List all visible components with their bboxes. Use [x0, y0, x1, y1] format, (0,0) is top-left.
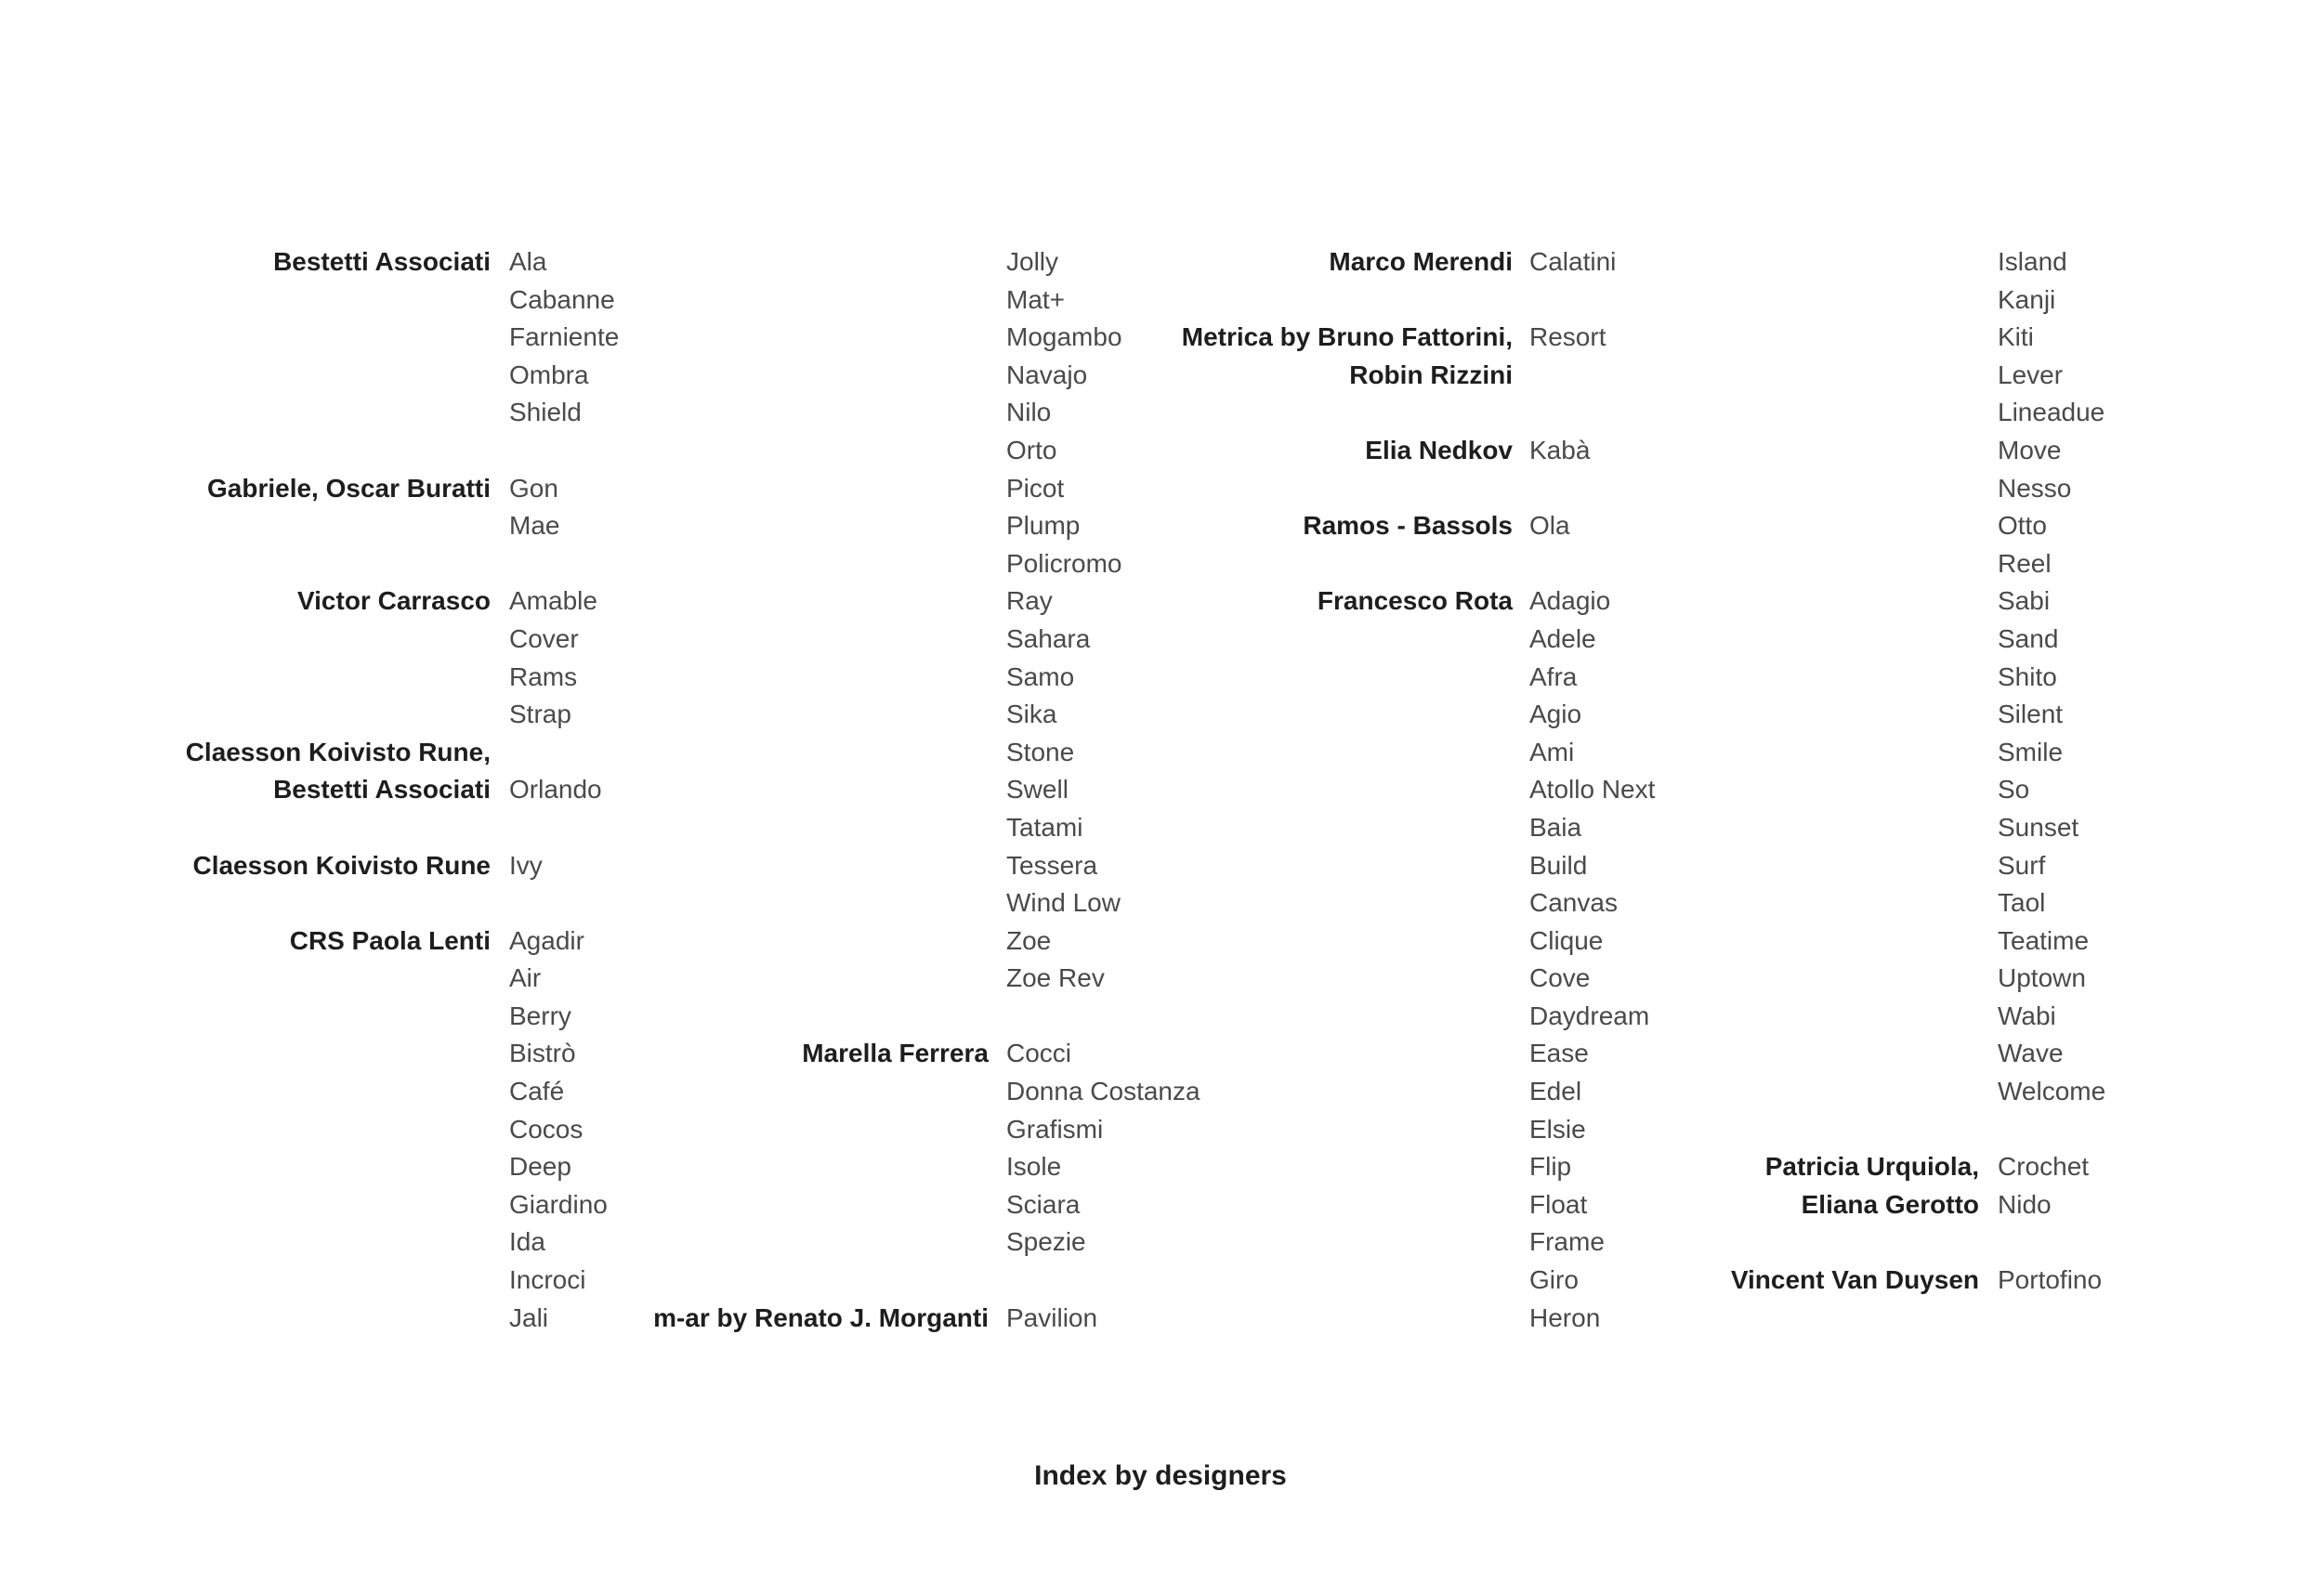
product-name: Move	[1998, 435, 2062, 464]
spacer-line	[595, 357, 989, 395]
product-name: Ami	[1529, 737, 1575, 766]
designer-name: Patricia Urquiola,	[1764, 1152, 1979, 1182]
designer-name: Elia Nedkov	[1365, 435, 1513, 464]
product-name: Reel	[1998, 548, 2052, 578]
product-name: Surf	[1998, 850, 2046, 880]
spacer-line	[595, 432, 989, 470]
designer-name: Eliana Gerotto	[1801, 1189, 1979, 1219]
spacer-line	[74, 998, 491, 1036]
product-name: Mae	[509, 511, 560, 541]
product-name: Teatime	[1998, 925, 2090, 955]
designer-column-3	[1124, 243, 1513, 1337]
product-name: Sunset	[1998, 812, 2079, 842]
designer-name: Bestetti Associati	[273, 247, 491, 276]
spacer-line	[1124, 1186, 1513, 1224]
spacer-line	[1589, 1223, 1979, 1262]
product-name: Orto	[1006, 435, 1057, 464]
spacer-line	[595, 582, 989, 621]
spacer-line	[1589, 734, 1979, 772]
designer-name: Claesson Koivisto Rune,	[185, 737, 491, 766]
product-name: Agadir	[509, 925, 584, 955]
spacer-line	[1589, 809, 1979, 847]
spacer-line	[595, 243, 989, 281]
spacer-line	[74, 809, 491, 847]
product-name: Shito	[1998, 661, 2057, 691]
spacer-line	[1589, 545, 1979, 583]
product-name: Berry	[509, 1001, 571, 1030]
product-name: Elsie	[1529, 1114, 1586, 1144]
product-name: Deep	[509, 1152, 571, 1182]
product-name: Agio	[1529, 700, 1582, 729]
product-name: Kiti	[1998, 322, 2034, 352]
designer-name: Francesco Rota	[1317, 586, 1513, 616]
product-name: Isole	[1006, 1152, 1062, 1182]
product-name: Mat+	[1006, 284, 1066, 314]
spacer-line	[1124, 922, 1513, 961]
product-name: Taol	[1998, 888, 2046, 918]
designer-name: Gabriele, Oscar Buratti	[206, 473, 491, 503]
designer-name: Marco Merendi	[1329, 247, 1513, 276]
designer-name: m-ar by Renato J. Morganti	[653, 1302, 989, 1332]
product-name: Otto	[1998, 511, 2047, 541]
product-name: Sabi	[1998, 586, 2051, 616]
product-name: Silent	[1998, 700, 2064, 729]
spacer-line	[1589, 771, 1979, 809]
spacer-line	[1124, 1262, 1513, 1300]
product-name: Sika	[1006, 700, 1057, 729]
spacer-line	[595, 470, 989, 508]
spacer-line	[1124, 1223, 1513, 1262]
spacer-line	[1589, 847, 1979, 885]
product-name: Gon	[509, 473, 558, 503]
product-name: Plump	[1006, 511, 1081, 541]
spacer-line	[74, 1073, 491, 1111]
spacer-line	[74, 319, 491, 357]
spacer-line	[595, 1073, 989, 1111]
spacer-line	[1124, 281, 1513, 320]
designer-column-4	[1589, 243, 1979, 1300]
designer-name: CRS Paola Lenti	[289, 925, 491, 955]
product-name: Lineadue	[1998, 398, 2105, 427]
product-name: Jolly	[1006, 247, 1059, 276]
product-name: Kabà	[1529, 435, 1591, 464]
product-name: Zoe Rev	[1006, 963, 1105, 993]
product-name: Calatini	[1529, 247, 1617, 276]
product-name: Baia	[1529, 812, 1582, 842]
product-name: Daydream	[1529, 1001, 1650, 1030]
spacer-line	[1124, 470, 1513, 508]
product-name: Island	[1998, 247, 2067, 276]
product-name: Wabi	[1998, 1001, 2056, 1030]
product-name: Uptown	[1998, 963, 2086, 993]
spacer-line	[74, 1186, 491, 1224]
spacer-line	[595, 696, 989, 734]
spacer-line	[1124, 394, 1513, 432]
spacer-line	[1589, 243, 1979, 281]
spacer-line	[595, 659, 989, 697]
spacer-line	[595, 1148, 989, 1186]
spacer-line	[595, 1111, 989, 1149]
spacer-line	[595, 319, 989, 357]
product-name: Clique	[1529, 925, 1604, 955]
product-name: Portofino	[1998, 1265, 2103, 1295]
designer-name: Metrica by Bruno Fattorini,	[1181, 322, 1513, 352]
product-name: Orlando	[509, 775, 602, 805]
spacer-line	[74, 545, 491, 583]
product-name: Farniente	[509, 322, 620, 352]
product-name: Incroci	[509, 1265, 586, 1295]
spacer-line	[595, 847, 989, 885]
spacer-line	[1998, 1111, 2276, 1149]
spacer-line	[1124, 696, 1513, 734]
spacer-line	[595, 1186, 989, 1224]
spacer-line	[595, 884, 989, 922]
product-name: Giardino	[509, 1189, 608, 1219]
spacer-line	[74, 659, 491, 697]
designer-name: Claesson Koivisto Rune	[192, 850, 491, 880]
spacer-line	[1124, 621, 1513, 659]
spacer-line	[595, 734, 989, 772]
product-name: Pavilion	[1006, 1302, 1098, 1332]
spacer-line	[1124, 545, 1513, 583]
product-name: Ida	[509, 1227, 545, 1257]
spacer-line	[1124, 998, 1513, 1036]
spacer-line	[1589, 394, 1979, 432]
product-name: So	[1998, 775, 2030, 805]
product-name: Grafismi	[1006, 1114, 1104, 1144]
product-name: Samo	[1006, 661, 1075, 691]
product-name: Spezie	[1006, 1227, 1086, 1257]
product-name: Float	[1529, 1189, 1588, 1219]
product-name: Cocci	[1006, 1039, 1072, 1068]
spacer-line	[1124, 1111, 1513, 1149]
spacer-line	[595, 1223, 989, 1262]
spacer-line	[1589, 432, 1979, 470]
spacer-line	[1124, 771, 1513, 809]
product-name: Navajo	[1006, 360, 1088, 389]
product-name: Sand	[1998, 623, 2059, 653]
spacer-line	[1124, 1073, 1513, 1111]
product-name: Sciara	[1006, 1189, 1081, 1219]
spacer-line	[74, 884, 491, 922]
product-name: Afra	[1529, 661, 1578, 691]
product-name: Atollo Next	[1529, 775, 1656, 805]
spacer-line	[1124, 1148, 1513, 1186]
spacer-line	[1589, 1111, 1979, 1149]
product-name: Zoe	[1006, 925, 1052, 955]
page-title: Index by designers	[1034, 1460, 1287, 1491]
product-name: Sahara	[1006, 623, 1091, 653]
product-name: Wind Low	[1006, 888, 1121, 918]
product-name: Giro	[1529, 1265, 1579, 1295]
spacer-line	[595, 922, 989, 961]
product-name: Swell	[1006, 775, 1069, 805]
product-name: Edel	[1529, 1077, 1582, 1106]
spacer-line	[74, 696, 491, 734]
product-name: Cover	[509, 623, 579, 653]
product-name: Cove	[1529, 963, 1591, 993]
spacer-line	[1589, 582, 1979, 621]
product-name: Mogambo	[1006, 322, 1122, 352]
designer-name: Vincent Van Duysen	[1730, 1265, 1979, 1295]
product-name: Policromo	[1006, 548, 1122, 578]
spacer-line	[595, 771, 989, 809]
product-name: Shield	[509, 398, 582, 427]
product-name: Cocos	[509, 1114, 584, 1144]
product-name: Strap	[509, 700, 571, 729]
spacer-line	[74, 357, 491, 395]
spacer-line	[74, 1300, 491, 1338]
designer-name: Marella Ferrera	[802, 1039, 989, 1068]
designer-name: Bestetti Associati	[273, 775, 491, 805]
product-name: Crochet	[1998, 1152, 2090, 1182]
product-name: Nilo	[1006, 398, 1052, 427]
spacer-line	[595, 507, 989, 545]
spacer-line	[1589, 884, 1979, 922]
spacer-line	[595, 394, 989, 432]
spacer-line	[1589, 696, 1979, 734]
product-name: Rams	[509, 661, 578, 691]
spacer-line	[1589, 507, 1979, 545]
designer-name: Victor Carrasco	[296, 586, 491, 616]
product-name: Tessera	[1006, 850, 1098, 880]
spacer-line	[1124, 734, 1513, 772]
spacer-line	[1589, 659, 1979, 697]
product-name: Ola	[1529, 511, 1570, 541]
spacer-line	[1589, 621, 1979, 659]
spacer-line	[74, 507, 491, 545]
designer-name: Ramos - Bassols	[1303, 511, 1513, 541]
product-name: Donna Costanza	[1006, 1077, 1200, 1106]
product-name: Smile	[1998, 737, 2064, 766]
product-name: Ivy	[509, 850, 543, 880]
spacer-line	[74, 1223, 491, 1262]
spacer-line	[1124, 809, 1513, 847]
spacer-line	[74, 1337, 491, 1375]
product-name: Build	[1529, 850, 1588, 880]
spacer-line	[1124, 659, 1513, 697]
product-name: Frame	[1529, 1227, 1605, 1257]
product-name: Ala	[509, 247, 547, 276]
product-name: Ombra	[509, 360, 589, 389]
product-name: Canvas	[1529, 888, 1618, 918]
product-name: Nesso	[1998, 473, 2072, 503]
spacer-line	[1589, 357, 1979, 395]
product-name: Jali	[509, 1302, 549, 1332]
spacer-line	[595, 998, 989, 1036]
product-name: Café	[509, 1077, 565, 1106]
product-name: Lever	[1998, 360, 2064, 389]
spacer-line	[1589, 1035, 1979, 1073]
spacer-line	[1124, 847, 1513, 885]
spacer-line	[1124, 884, 1513, 922]
spacer-line	[74, 1148, 491, 1186]
product-name: Stone	[1006, 737, 1075, 766]
product-name: Air	[509, 963, 542, 993]
spacer-line	[1589, 281, 1979, 320]
spacer-line	[1589, 960, 1979, 998]
spacer-line	[1124, 1300, 1513, 1338]
product-name: Heron	[1529, 1302, 1601, 1332]
product-name: Cabanne	[509, 284, 615, 314]
spacer-line	[74, 1111, 491, 1149]
spacer-line	[1589, 998, 1979, 1036]
spacer-line	[595, 545, 989, 583]
spacer-line	[595, 809, 989, 847]
product-name: Ray	[1006, 586, 1053, 616]
spacer-line	[74, 1035, 491, 1073]
product-name: Adagio	[1529, 586, 1611, 616]
product-column-4	[1998, 243, 2276, 1300]
product-name: Nido	[1998, 1189, 2052, 1219]
product-name: Ease	[1529, 1039, 1589, 1068]
spacer-line	[74, 960, 491, 998]
spacer-line	[595, 960, 989, 998]
product-name: Kanji	[1998, 284, 2056, 314]
spacer-line	[595, 1262, 989, 1300]
product-name: Tatami	[1006, 812, 1083, 842]
spacer-line	[74, 394, 491, 432]
spacer-line	[74, 281, 491, 320]
product-name: Flip	[1529, 1152, 1572, 1182]
product-name: Wave	[1998, 1039, 2064, 1068]
designer-column-1	[74, 243, 491, 1375]
product-name: Amable	[509, 586, 597, 616]
designer-name: Robin Rizzini	[1349, 360, 1513, 389]
spacer-line	[1589, 922, 1979, 961]
product-name: Welcome	[1998, 1077, 2106, 1106]
spacer-line	[1589, 1073, 1979, 1111]
product-name: Resort	[1529, 322, 1606, 352]
spacer-line	[1589, 319, 1979, 357]
product-name: Bistrò	[509, 1039, 576, 1068]
spacer-line	[1124, 960, 1513, 998]
spacer-line	[74, 1262, 491, 1300]
designer-column-2	[595, 243, 989, 1337]
spacer-line	[74, 432, 491, 470]
spacer-line	[1589, 470, 1979, 508]
spacer-line	[1998, 1223, 2276, 1262]
product-name: Adele	[1529, 623, 1596, 653]
spacer-line	[595, 281, 989, 320]
product-name: Picot	[1006, 473, 1065, 503]
spacer-line	[595, 621, 989, 659]
spacer-line	[74, 621, 491, 659]
spacer-line	[1124, 1035, 1513, 1073]
